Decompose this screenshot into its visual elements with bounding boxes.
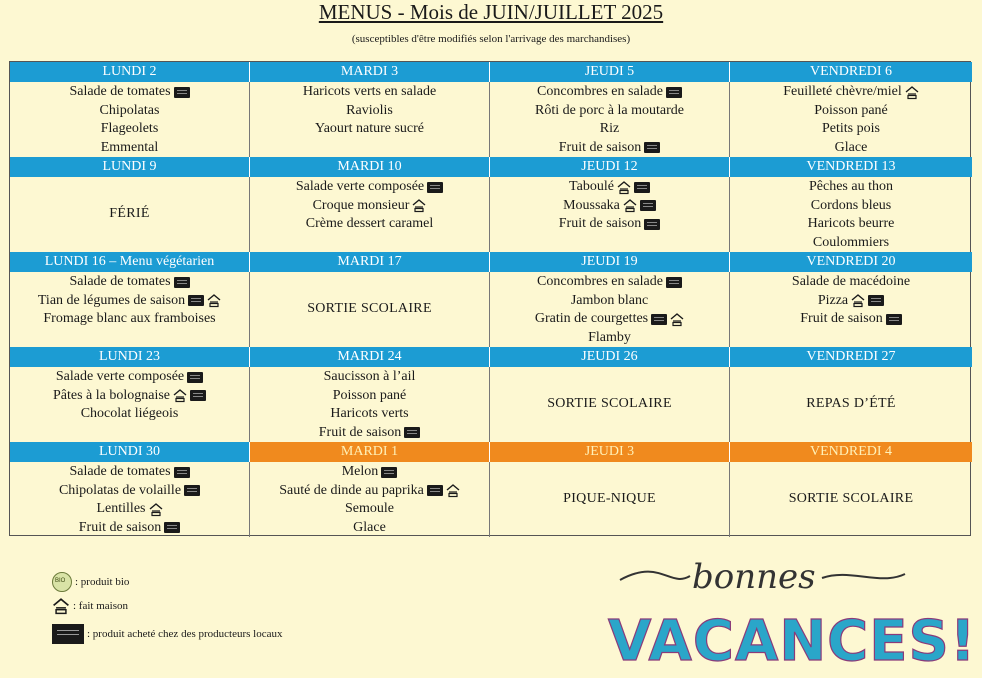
local-producer-icon: [644, 219, 660, 230]
menu-item: [811, 197, 892, 216]
house-icon: [446, 484, 460, 497]
local-producer-icon: [427, 182, 443, 193]
menu-item-label: Semoule: [345, 501, 394, 516]
menu-item: [313, 197, 427, 216]
menu-item: [333, 387, 407, 406]
day-header: MARDI 24: [250, 347, 490, 367]
menu-item-label: Tian de légumes de saison: [37, 292, 186, 308]
menu-item: [330, 405, 408, 424]
menu-item-label: Pâtes à la bolognaise: [52, 387, 171, 403]
house-icon: [670, 313, 684, 326]
day-header: VENDREDI 13: [730, 157, 972, 177]
menu-item-label: Salade de macédoine: [791, 274, 911, 289]
menu-item-label: Emmental: [100, 139, 159, 155]
menu-item-label: Salade verte composée: [55, 369, 185, 384]
day-header: JEUDI 3: [490, 442, 730, 462]
bonnes-vacances-decoration: [600, 548, 977, 674]
day-menu: [250, 177, 490, 252]
menu-item-label: Saucisson à l’ail: [323, 369, 416, 384]
day-menu: [730, 177, 972, 252]
menu-item: [69, 463, 189, 482]
menu-item: [101, 120, 159, 139]
day-header: JEUDI 12: [490, 157, 730, 177]
day-menu: [730, 367, 972, 442]
menu-item-label: Glace: [834, 139, 868, 155]
menu-item-label: FÉRIÉ: [109, 206, 150, 222]
menu-item: [800, 310, 901, 329]
menu-item-label: Fruit de saison: [78, 519, 162, 535]
menu-item-label: Petits pois: [822, 121, 880, 136]
day-header: VENDREDI 27: [730, 347, 972, 367]
menu-item: [346, 102, 393, 121]
menu-item: [79, 519, 180, 538]
day-menu: [490, 82, 730, 157]
day-menu: [10, 82, 250, 157]
menu-item-label: Glace: [353, 519, 386, 535]
menu-item-label: SORTIE SCOLAIRE: [547, 396, 672, 412]
menu-item-label: PIQUE-NIQUE: [563, 491, 656, 507]
menu-item-label: Salade de tomates: [69, 464, 171, 479]
day-menu: [490, 177, 730, 252]
menu-item: [315, 120, 424, 139]
menu-item-label: Chocolat liégeois: [80, 406, 179, 421]
day-header: VENDREDI 4: [730, 442, 972, 462]
menu-item-label: Moussaka: [563, 197, 620, 213]
house-icon: [905, 86, 919, 99]
day-header: VENDREDI 6: [730, 62, 972, 82]
day-header: LUNDI 30: [10, 442, 250, 462]
menu-item-label: Cordons bleus: [810, 197, 892, 213]
local-producer-icon: [404, 427, 420, 438]
menu-item-label: Melon: [341, 464, 379, 479]
day-header: MARDI 1: [250, 442, 490, 462]
menu-item: [806, 395, 896, 414]
day-header: VENDREDI 20: [730, 252, 972, 272]
menu-item: [563, 490, 656, 509]
menu-item: [101, 139, 159, 158]
legend-house: [52, 598, 128, 614]
page-title: [0, 0, 982, 24]
page-subtitle: (susceptibles d'être modifiés selon l'arrivage des marchandises): [351, 33, 631, 45]
menu-item: [537, 273, 682, 292]
decoration-line2: VACANCES!: [608, 609, 977, 674]
menu-item-label: Chipolatas: [99, 102, 160, 118]
day-menu: [250, 367, 490, 442]
menu-item: [559, 139, 660, 158]
menu-item-label: Jambon blanc: [570, 292, 649, 308]
menu-item: [97, 500, 163, 519]
menu-item: [559, 215, 660, 234]
menu-item-label: Taboulé: [569, 179, 614, 194]
day-menu: [250, 462, 490, 537]
day-header: MARDI 17: [250, 252, 490, 272]
menu-item: [835, 139, 868, 158]
swash-left-icon: [620, 572, 690, 580]
day-header: JEUDI 5: [490, 62, 730, 82]
menu-item-label: SORTIE SCOLAIRE: [307, 301, 432, 317]
menu-item-label: Riz: [599, 121, 620, 136]
menu-item-label: Haricots beurre: [807, 216, 895, 231]
house-icon: [207, 294, 221, 307]
house-icon: [412, 199, 426, 212]
menu-item-label: Feuilleté chèvre/miel: [783, 84, 902, 99]
menu-item: [38, 292, 221, 311]
local-producer-icon: [190, 390, 206, 401]
day-menu: [490, 367, 730, 442]
legend-local-label: : produit acheté chez des producteurs locaux: [87, 628, 283, 640]
menu-item: [535, 102, 684, 121]
local-producer-icon: [634, 182, 650, 193]
local-producer-icon: [427, 485, 443, 496]
page-title-text: MENUS - Mois de JUIN/JUILLET 2025: [318, 0, 664, 24]
menu-item: [56, 368, 203, 387]
menu-item: [808, 215, 895, 234]
menu-item-label: Concombres en salade: [537, 274, 663, 289]
day-header: JEUDI 26: [490, 347, 730, 367]
menu-item: [535, 310, 684, 329]
local-producer-icon: [666, 87, 682, 98]
local-producer-icon: [174, 277, 190, 288]
house-icon: [851, 294, 865, 307]
menu-item: [571, 292, 648, 311]
day-menu: [490, 462, 730, 537]
menu-item-label: REPAS D’ÉTÉ: [806, 396, 896, 412]
menu-item-label: Salade verte composée: [295, 179, 425, 194]
local-producer-icon: [651, 314, 667, 325]
swash-right-icon: [822, 574, 905, 578]
menu-item: [814, 102, 888, 121]
menu-item: [792, 273, 910, 292]
menu-item-label: Fruit de saison: [558, 216, 642, 231]
local-producer-icon: [886, 314, 902, 325]
house-icon: [149, 503, 163, 516]
day-header: LUNDI 2: [10, 62, 250, 82]
local-producer-icon: [188, 295, 204, 306]
menu-item-label: Salade de tomates: [69, 84, 171, 99]
menu-item-label: Croque monsieur: [312, 197, 410, 213]
menu-item-label: Fromage blanc aux framboises: [43, 311, 216, 326]
menu-item: [53, 387, 206, 406]
menu-item: [600, 120, 619, 139]
legend-local: [52, 624, 282, 644]
menu-item-label: Haricots verts: [330, 406, 409, 421]
local-producer-icon: [666, 277, 682, 288]
local-producer-icon: [187, 372, 203, 383]
menu-item: [307, 300, 432, 319]
menu-item-label: Gratin de courgettes: [534, 311, 649, 326]
local-producer-icon: [174, 87, 190, 98]
menu-item-label: Poisson pané: [814, 102, 888, 118]
menu-item: [303, 83, 436, 102]
menu-item: [324, 368, 416, 387]
day-header: MARDI 10: [250, 157, 490, 177]
menu-item-label: Yaourt nature sucré: [315, 121, 424, 136]
local-producer-icon: [174, 467, 190, 478]
house-icon: [623, 199, 637, 212]
menu-item-label: Pizza: [817, 292, 849, 308]
menu-item-label: Raviolis: [346, 102, 393, 118]
menu-item-label: Concombres en salade: [537, 84, 663, 99]
local-producer-icon: [164, 522, 180, 533]
menu-item: [353, 519, 386, 538]
day-menu: [10, 177, 250, 252]
menu-item: [319, 424, 420, 443]
menu-item: [109, 205, 149, 224]
menu-table: [9, 61, 971, 536]
menu-item: [100, 102, 160, 121]
bio-icon: [52, 572, 72, 592]
menu-item: [306, 215, 434, 234]
house-icon: [617, 181, 631, 194]
day-menu: [730, 82, 972, 157]
menu-item: [818, 292, 884, 311]
day-header: LUNDI 9: [10, 157, 250, 177]
menu-item-label: Flageolets: [100, 121, 159, 136]
legend: [52, 572, 352, 652]
menu-item: [279, 482, 460, 501]
local-producer-icon: [184, 485, 200, 496]
menu-item: [296, 178, 443, 197]
local-producer-icon: [52, 624, 84, 644]
menu-item: [59, 482, 200, 501]
menu-item: [69, 83, 189, 102]
local-producer-icon: [640, 200, 656, 211]
menu-item-label: Poisson pané: [332, 387, 407, 403]
menu-item-label: Crème dessert caramel: [305, 216, 434, 231]
menu-item: [813, 234, 889, 253]
menu-item-label: Coulommiers: [812, 234, 890, 250]
menu-item: [588, 329, 631, 348]
house-icon: [173, 389, 187, 402]
menu-item: [789, 490, 914, 509]
legend-bio-label: : produit bio: [75, 576, 130, 588]
menu-item-label: Haricots verts en salade: [302, 84, 437, 99]
day-header: MARDI 3: [250, 62, 490, 82]
menu-item: [345, 500, 394, 519]
menu-item: [783, 83, 919, 102]
menu-item-label: Flamby: [588, 329, 631, 345]
menu-item: [43, 310, 215, 329]
menu-item-label: Pêches au thon: [809, 179, 893, 194]
day-header: JEUDI 19: [490, 252, 730, 272]
day-menu: [10, 462, 250, 537]
local-producer-icon: [644, 142, 660, 153]
menu-item-label: Fruit de saison: [558, 139, 642, 155]
menu-item-label: Sauté de dinde au paprika: [279, 482, 424, 498]
menu-item: [563, 197, 656, 216]
menu-item: [537, 83, 682, 102]
day-menu: [10, 272, 250, 347]
legend-bio: [52, 572, 129, 592]
menu-item-label: Fruit de saison: [318, 424, 402, 440]
menu-item-label: Rôti de porc à la moutarde: [535, 102, 684, 118]
menu-item: [81, 405, 179, 424]
legend-house-label: : fait maison: [73, 600, 128, 612]
menu-item-label: Chipolatas de volaille: [58, 482, 182, 498]
day-menu: [490, 272, 730, 347]
local-producer-icon: [381, 467, 397, 478]
menu-item-label: Fruit de saison: [800, 311, 883, 326]
menu-item-label: Lentilles: [96, 501, 146, 516]
day-header: LUNDI 16 – Menu végétarien: [10, 252, 250, 272]
menu-item-label: Salade de tomates: [69, 274, 171, 289]
day-menu: [250, 82, 490, 157]
day-menu: [730, 272, 972, 347]
day-header: LUNDI 23: [10, 347, 250, 367]
day-menu: [250, 272, 490, 347]
day-menu: [730, 462, 972, 537]
local-producer-icon: [868, 295, 884, 306]
day-menu: [10, 367, 250, 442]
menu-item: [569, 178, 650, 197]
menu-item: [342, 463, 398, 482]
menu-item-label: SORTIE SCOLAIRE: [788, 491, 914, 507]
decoration-line1: bonnes: [692, 557, 816, 597]
menu-item: [822, 120, 880, 139]
menu-item: [809, 178, 893, 197]
menu-item: [547, 395, 672, 414]
house-icon: [52, 598, 70, 614]
menu-item: [69, 273, 189, 292]
